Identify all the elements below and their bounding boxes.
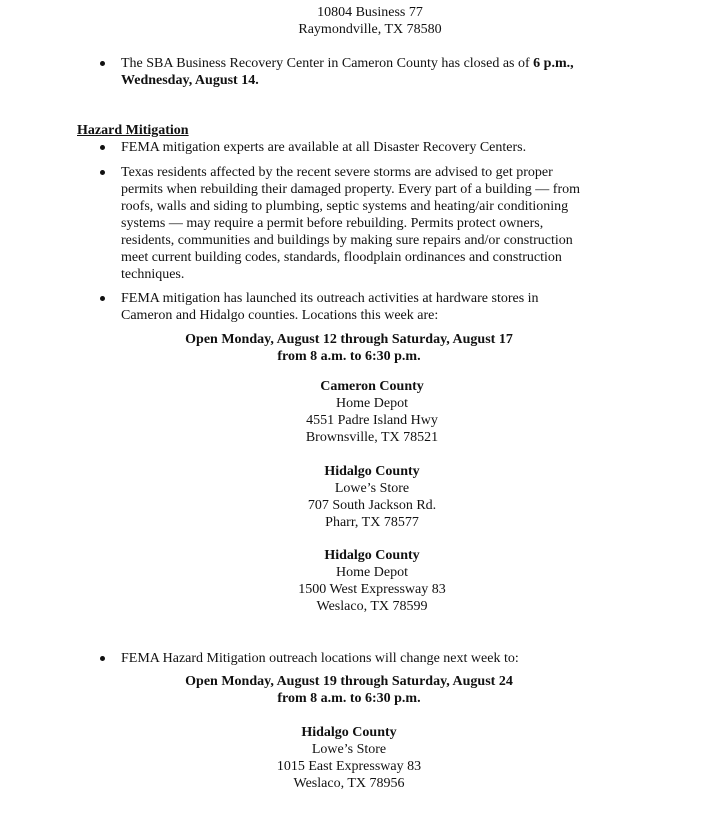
location-city: Weslaco, TX 78956: [293, 776, 405, 791]
location-store: Home Depot: [336, 396, 408, 411]
section-heading: Hazard Mitigation: [77, 123, 189, 138]
schedule-week-1: [149, 331, 549, 365]
bullet-dot: [100, 55, 112, 66]
location-city: Pharr, TX 78577: [325, 515, 419, 530]
top-address: [170, 4, 570, 38]
sba-text: The SBA Business Recovery Center in Cameron County has closed as of: [121, 56, 534, 71]
bullet-text-2: Texas residents affected by the recent severe storms are advised to get proper permits when rebuilding their damaged property. Every part of a building — from roofs, walls and siding to plumbing, septic systems and heating/air conditioning systems — may require a permit before rebuilding. Permits protect owners, residents, communities and buildings by making sure repairs and/or construction meet current building codes, standards, floodplain ordinances and construction techniques.: [121, 165, 581, 282]
location-block: [172, 463, 572, 531]
location-county: Hidalgo County: [324, 548, 420, 563]
location-street: 1015 East Expressway 83: [276, 759, 422, 774]
location-store: Home Depot: [336, 565, 408, 580]
bullet-dot: [100, 650, 112, 661]
sba-closing-time: 6 p.m., Wednesday, August 14.: [121, 56, 574, 88]
location-block: [149, 724, 549, 792]
location-street: 4551 Padre Island Hwy: [306, 413, 438, 428]
location-county: Hidalgo County: [324, 464, 420, 479]
bullet-text-1: FEMA mitigation experts are available at all Disaster Recovery Centers.: [121, 140, 527, 155]
bullet-dot: [100, 139, 112, 150]
schedule-dates: Open Monday, August 12 through Saturday, August 17: [185, 332, 513, 347]
location-city: Brownsville, TX 78521: [305, 430, 439, 445]
schedule-hours: from 8 a.m. to 6:30 p.m.: [277, 349, 421, 364]
location-county: Cameron County: [320, 379, 424, 394]
address-city: Raymondville, TX 78580: [298, 22, 442, 37]
location-store: Lowe’s Store: [311, 742, 387, 757]
schedule-week-2: [149, 673, 549, 707]
location-county: Hidalgo County: [301, 725, 397, 740]
location-store: Lowe’s Store: [334, 481, 410, 496]
schedule-dates: Open Monday, August 19 through Saturday, August 24: [185, 674, 513, 689]
location-city: Weslaco, TX 78599: [316, 599, 428, 614]
bullet-text-4: FEMA Hazard Mitigation outreach locations will change next week to:: [121, 651, 519, 666]
schedule-hours: from 8 a.m. to 6:30 p.m.: [277, 691, 421, 706]
location-block: [172, 378, 572, 446]
location-street: 707 South Jackson Rd.: [307, 498, 437, 513]
bullet-dot: [100, 164, 112, 175]
location-block: [172, 547, 572, 615]
address-line: 10804 Business 77: [317, 5, 423, 20]
bullet-text-3: FEMA mitigation has launched its outreach activities at hardware stores in Cameron and Hidalgo counties. Locations this week are:: [121, 291, 539, 323]
bullet-dot: [100, 290, 112, 301]
sba-bullet-text: [121, 55, 611, 89]
location-street: 1500 West Expressway 83: [298, 582, 446, 597]
